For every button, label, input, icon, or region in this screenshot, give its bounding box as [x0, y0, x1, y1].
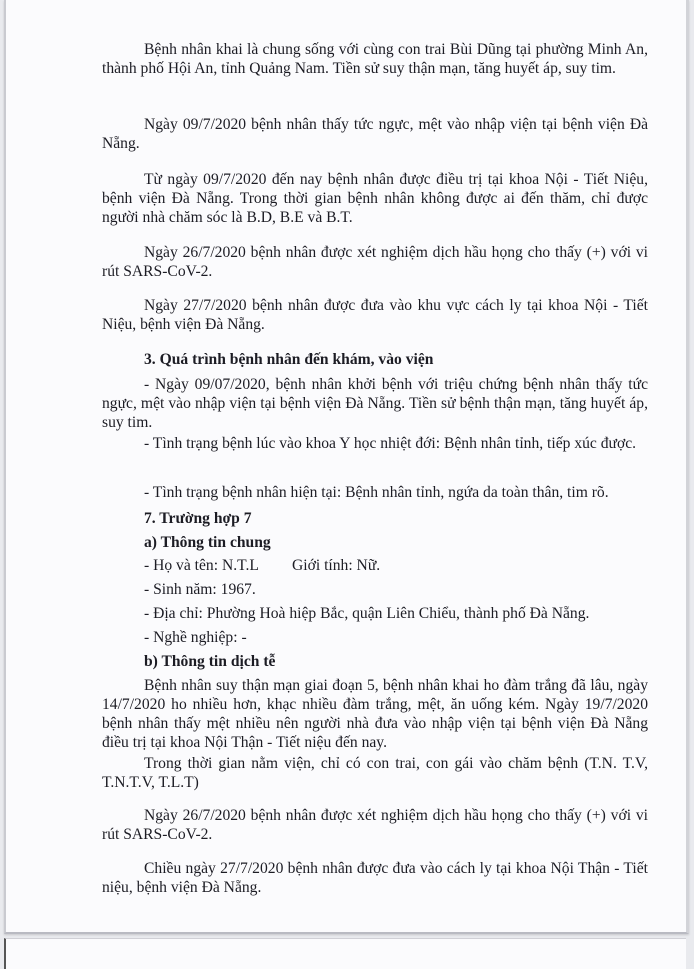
epidemiology-paragraph: Bệnh nhân suy thận mạn giai đoạn 5, bệnh nhân khai ho đàm trắng đã lâu, ngày 14/7/2020 ho nhiều hơn, khạc nhiều đàm trắng, mệt, ăn uống kém. Ngày 19/7/2020 bệnh nhân thấy mệt nhiều nên người nhà đưa vào nhập viện tại bệnh viện Đà Nẵng điều trị tại khoa Nội Thận - Tiết niệu đến nay.	[102, 677, 648, 751]
epidemiology-paragraph: Trong thời gian nằm viện, chỉ có con trai, con gái vào chăm bệnh (T.N. T.V, T.N.T.V, T.L.T)	[102, 755, 648, 791]
section-3-item: - Ngày 09/07/2020, bệnh nhân khởi bệnh với triệu chứng bệnh nhân thấy tức ngực, mệt vào nhập viện tại bệnh viện Đà Nẵng. Tiền sử bệnh thận mạn, tăng huyết áp, suy tim.	[102, 376, 648, 431]
section-3-item: - Tình trạng bệnh nhân hiện tại: Bệnh nhân tỉnh, ngứa da toàn thân, tim rõ.	[144, 484, 609, 501]
patient-name: - Họ và tên: N.T.L	[144, 557, 259, 574]
document-page	[4, 0, 689, 934]
paragraph-admission-date: Ngày 09/7/2020 bệnh nhân thấy tức ngực, mệt vào nhập viện tại bệnh viện Đà Nẵng.	[102, 116, 648, 152]
case-7-heading: 7. Trường hợp 7	[144, 510, 252, 527]
general-info-heading: a) Thông tin chung	[144, 534, 271, 551]
epidemiology-paragraph: Chiều ngày 27/7/2020 bệnh nhân được đưa vào cách ly tại khoa Nội Thận - Tiết niệu, bệnh viện Đà Nẵng.	[102, 860, 648, 896]
section-3-heading: 3. Quá trình bệnh nhân đến khám, vào viện	[144, 351, 434, 368]
paragraph-test-result: Ngày 26/7/2020 bệnh nhân được xét nghiệm dịch hầu họng cho thấy (+) với vi rút SARS-CoV-2.	[102, 244, 648, 280]
next-page-edge	[4, 938, 686, 969]
patient-address: - Địa chỉ: Phường Hoà hiệp Bắc, quận Liên Chiểu, thành phố Đà Nẵng.	[144, 605, 590, 622]
patient-occupation: - Nghề nghiệp: -	[144, 629, 247, 646]
paragraph-residence: Bệnh nhân khai là chung sống với cùng con trai Bùi Dũng tại phường Minh An, thành phố Hội An, tỉnh Quảng Nam. Tiền sử suy thận mạn, tăng huyết áp, suy tim.	[102, 41, 648, 77]
epidemiology-paragraph: Ngày 26/7/2020 bệnh nhân được xét nghiệm dịch hầu họng cho thấy (+) với vi rút SARS-CoV-2.	[102, 807, 648, 843]
patient-gender: Giới tính: Nữ.	[292, 557, 381, 574]
paragraph-isolation: Ngày 27/7/2020 bệnh nhân được đưa vào khu vực cách ly tại khoa Nội - Tiết Niệu, bệnh viện Đà Nẵng.	[102, 297, 648, 333]
section-3-item: - Tình trạng bệnh lúc vào khoa Y học nhiệt đới: Bệnh nhân tỉnh, tiếp xúc được.	[144, 435, 637, 452]
paragraph-treatment: Từ ngày 09/7/2020 đến nay bệnh nhân được điều trị tại khoa Nội - Tiết Niệu, bệnh viện Đà Nẵng. Trong thời gian bệnh nhân không được ai đến thăm, chỉ được người nhà chăm sóc là B.D, B.E và B.T.	[102, 171, 648, 226]
patient-birth-year: - Sinh năm: 1967.	[144, 581, 256, 598]
epidemiology-heading: b) Thông tin dịch tễ	[144, 653, 276, 670]
